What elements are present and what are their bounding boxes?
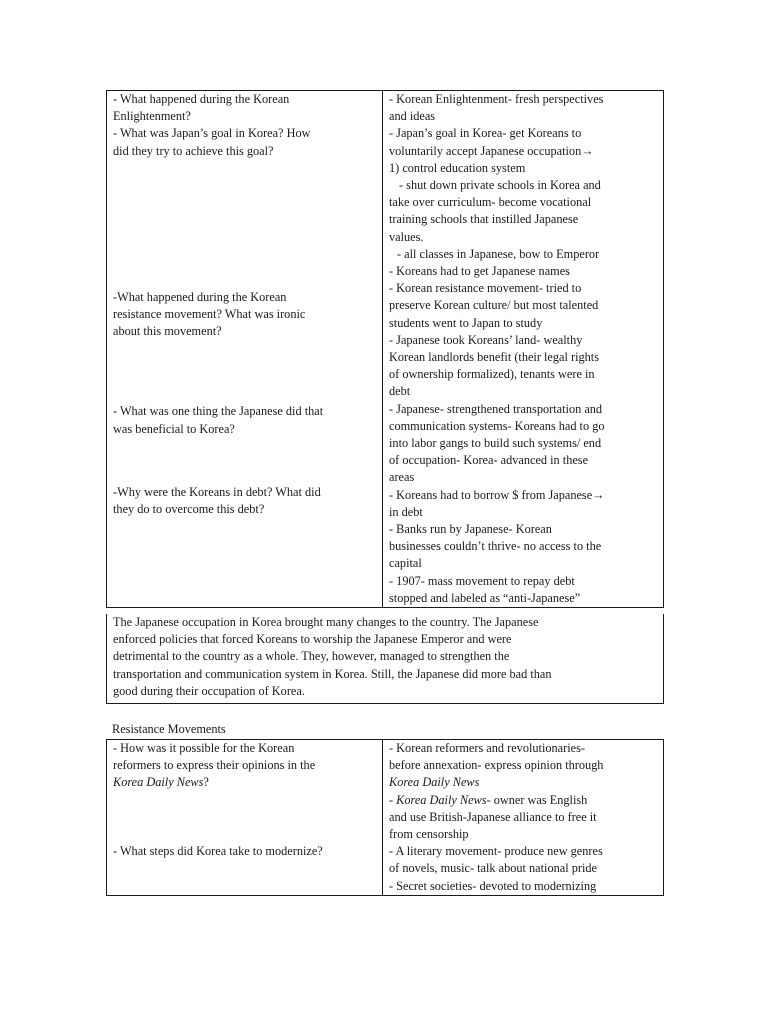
newspaper-title: Korea Daily News [389, 775, 480, 790]
answer-line: - A literary movement- produce new genres [389, 844, 603, 859]
answer-line: and use British-Japanese alliance to free it [389, 809, 597, 824]
answer-line: communication systems- Koreans had to go [389, 418, 605, 433]
question-line: reformers to express their opinions in the [113, 758, 316, 773]
answer-line: preserve Korean culture/ but most talented [389, 298, 599, 313]
question-line: Enlightenment? [113, 109, 191, 124]
questions-table-1 [106, 90, 664, 608]
answer-line: - 1907- mass movement to repay debt [389, 573, 575, 588]
answer-line: values. [389, 229, 424, 244]
answer-line: - Korean Enlightenment- fresh perspectives [389, 92, 604, 106]
summary-line: transportation and communication system in Korea. Still, the Japanese did more bad than [113, 666, 552, 681]
answer-line: into labor gangs to build such systems/ end [389, 436, 602, 451]
answer-line: Korean landlords benefit (their legal rights [389, 350, 600, 365]
question-line: about this movement? [113, 324, 222, 339]
answer-line: areas [389, 470, 415, 485]
question-line: resistance movement? What was ironic [113, 307, 306, 322]
answer-line: of novels, music- talk about national pride [389, 861, 597, 876]
answer-line: - Secret societies- devoted to modernizing [389, 878, 597, 893]
question-line: was beneficial to Korea? [113, 421, 235, 436]
summary-line: detrimental to the country as a whole. They, however, managed to strengthen the [113, 649, 510, 664]
answer-line: of ownership formalized), tenants were in [389, 367, 595, 382]
answer-line: and ideas [389, 109, 436, 124]
question-line: -What happened during the Korean [113, 289, 287, 304]
question-line: -Why were the Koreans in debt? What did [113, 484, 321, 499]
questions-column-2 [107, 740, 383, 896]
question-line: did they try to achieve this goal? [113, 143, 274, 158]
summary-line: good during their occupation of Korea. [113, 683, 305, 698]
answer-line: - Japanese- strengthened transportation and [389, 401, 603, 416]
question-line: - How was it possible for the Korean [113, 741, 295, 755]
answer-line: students went to Japan to study [389, 315, 543, 330]
answer-line: - Japanese took Koreans’ land- wealthy [389, 332, 583, 347]
answer-line: in debt [389, 504, 423, 519]
answer-line: stopped and labeled as “anti-Japanese” [389, 590, 581, 605]
question-line: - What was one thing the Japanese did that [113, 404, 324, 419]
answer-line: - Banks run by Japanese- Korean [389, 522, 552, 537]
answer-line: - Japan’s goal in Korea- get Koreans to [389, 126, 582, 141]
answer-line: training schools that instilled Japanese [389, 212, 579, 227]
question-line: they do to overcome this debt? [113, 502, 265, 517]
summary-line: enforced policies that forced Koreans to worship the Japanese Emperor and were [113, 632, 512, 647]
answer-line: 1) control education system [389, 160, 526, 175]
question-line: - What was Japan’s goal in Korea? How [113, 126, 311, 141]
answer-line: - all classes in Japanese, bow to Emperor [397, 246, 600, 261]
answer-line: - Korean resistance movement- tried to [389, 281, 582, 296]
answer-line: before annexation- express opinion through [389, 758, 604, 773]
answer-line: - Korean reformers and revolutionaries- [389, 741, 585, 755]
answer-line: - Koreans had to borrow $ from Japanese→ [389, 487, 605, 502]
answer-line: - shut down private schools in Korea and [399, 178, 601, 193]
answer-line: voluntarily accept Japanese occupation→ [389, 143, 594, 158]
answer-line: capital [389, 556, 422, 571]
question-line: Korea Daily News? [113, 775, 209, 790]
answer-line: - Koreans had to get Japanese names [389, 264, 570, 279]
newspaper-title: Korea Daily News [113, 775, 204, 790]
questions-column [107, 91, 383, 608]
answer-line: - Korea Daily News- owner was English [389, 792, 588, 807]
summary-line: The Japanese occupation in Korea brought many changes to the country. The Japanese [113, 615, 539, 629]
answers-column-2 [383, 740, 664, 896]
answer-line: businesses couldn’t thrive- no access to the [389, 539, 602, 554]
section-heading: Resistance Movements [112, 722, 226, 736]
answer-line: debt [389, 384, 411, 399]
question-line: - What steps did Korea take to modernize? [113, 843, 323, 858]
summary-paragraph [106, 614, 664, 704]
answers-column [383, 91, 664, 608]
answer-line: from censorship [389, 827, 469, 842]
question-line: - What happened during the Korean [113, 92, 290, 106]
answer-line: of occupation- Korea- advanced in these [389, 453, 589, 468]
answer-line: take over curriculum- become vocational [389, 195, 592, 210]
newspaper-title: Korea Daily News [396, 792, 487, 807]
questions-table-2 [106, 739, 664, 896]
